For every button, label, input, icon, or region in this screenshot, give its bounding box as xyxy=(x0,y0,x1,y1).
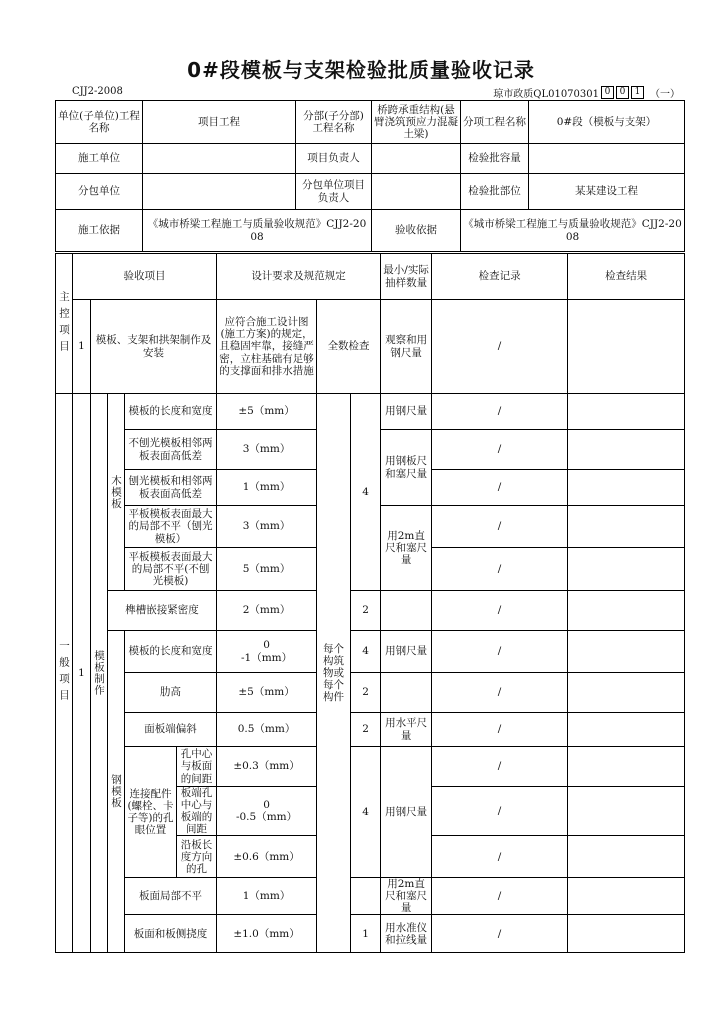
record-cell xyxy=(568,470,685,506)
record-cell xyxy=(568,548,685,591)
record-suffix: （一） xyxy=(650,89,680,100)
record-cell xyxy=(568,631,685,673)
location-value: 某某建设工程 xyxy=(529,174,685,210)
sample-cell: / xyxy=(432,631,568,673)
method-cell xyxy=(381,591,432,631)
sample-cell: / xyxy=(432,394,568,430)
record-cell xyxy=(568,747,685,787)
record-cell xyxy=(568,673,685,713)
count-cell: 2 xyxy=(351,591,381,631)
inspection-table xyxy=(55,253,685,953)
unit-value: 项目工程 xyxy=(143,101,296,144)
record-cell xyxy=(568,394,685,430)
spec-cell: ±5（mm） xyxy=(217,673,317,713)
sample-cell: / xyxy=(432,836,568,878)
sample-cell: / xyxy=(432,548,568,591)
spec-cell: ±1.0（mm） xyxy=(217,915,317,953)
standard-code: CJJ2-2008 xyxy=(72,86,123,97)
count-cell xyxy=(351,878,381,915)
table-row: 不刨光模板相邻两板表面高低差 xyxy=(125,430,217,470)
count-cell: 4 xyxy=(351,747,381,878)
count-cell: 4 xyxy=(351,631,381,673)
sample-cell: / xyxy=(432,787,568,836)
method-cell: 用水平尺量 xyxy=(381,713,432,747)
table-row: 板面局部不平 xyxy=(125,878,217,915)
record-code-prefix: 琼市政质QL01070301 xyxy=(493,89,599,100)
sub-pm-value xyxy=(372,174,461,210)
record-cell xyxy=(568,878,685,915)
spec-cell: 1（mm） xyxy=(217,470,317,506)
table-row: 板面和板侧挠度 xyxy=(125,915,217,953)
main-control-record xyxy=(568,300,685,394)
col-result-header: 检查结果 xyxy=(568,254,685,300)
col-spec-header: 设计要求及规范规定 xyxy=(217,254,381,300)
record-code xyxy=(493,85,680,100)
sample-cell: / xyxy=(432,591,568,631)
table-row: 孔中心与板面的间距 xyxy=(177,747,217,787)
sample-cell: / xyxy=(432,470,568,506)
contractor-value xyxy=(143,144,296,174)
subcontractor-label: 分包单位 xyxy=(56,174,143,210)
header-table xyxy=(55,100,685,252)
subitem-label: 分项工程名称 xyxy=(461,101,529,144)
spec-cell: 3（mm） xyxy=(217,506,317,548)
col-item-header: 验收项目 xyxy=(73,254,217,300)
spec-cell: 1（mm） xyxy=(217,878,317,915)
basis-value: 《城市桥梁工程施工与质量验收规范》CJJ2-2008 xyxy=(143,210,372,252)
sample-cell: / xyxy=(432,713,568,747)
method-cell: 用钢尺量 xyxy=(381,747,432,878)
part-value: 桥跨承重结构(悬臂浇筑预应力混凝土梁) xyxy=(372,101,461,144)
record-cell xyxy=(568,787,685,836)
spec-cell: 3（mm） xyxy=(217,430,317,470)
table-row: 榫槽嵌接紧密度 xyxy=(108,591,217,631)
record-cell xyxy=(568,713,685,747)
method-cell: 用水准仪和拉线量 xyxy=(381,915,432,953)
count-cell: 2 xyxy=(351,713,381,747)
col-sample-header: 最小/实际抽样数量 xyxy=(381,254,432,300)
record-cell xyxy=(568,591,685,631)
table-row: 刨光模板和相邻两板表面高低差 xyxy=(125,470,217,506)
main-control-label: 主控项目 xyxy=(56,254,73,394)
table-row: 模板的长度和宽度 xyxy=(125,631,217,673)
record-box-2: 0 xyxy=(616,86,629,99)
table-row: 肋高 xyxy=(125,673,217,713)
method-cell: 用钢板尺和塞尺量 xyxy=(381,430,432,506)
unit-label: 单位(子单位)工程名称 xyxy=(56,101,143,144)
steel-label: 钢模板 xyxy=(108,631,125,953)
spec-cell: ±5（mm） xyxy=(217,394,317,430)
capacity-label: 检验批容量 xyxy=(461,144,529,174)
record-cell xyxy=(568,506,685,548)
method-cell: 用2m直尺和塞尺量 xyxy=(381,878,432,915)
accept-basis-value: 《城市桥梁工程施工与质量验收规范》CJJ2-2008 xyxy=(461,210,685,252)
subitem-value: 0#段（模板与支架） xyxy=(529,101,685,144)
count-cell: 2 xyxy=(351,673,381,713)
method-cell xyxy=(381,673,432,713)
main-control-method: 观察和用钢尺量 xyxy=(381,300,432,394)
location-label: 检验批部位 xyxy=(461,174,529,210)
sample-cell: / xyxy=(432,747,568,787)
main-control-num: 1 xyxy=(73,300,91,394)
method-cell: 用2m直尺和塞尺量 xyxy=(381,506,432,591)
table-row: 模板的长度和宽度 xyxy=(125,394,217,430)
page-title: 0#段模板与支架检验批质量验收记录 xyxy=(187,58,535,82)
pm-label: 项目负责人 xyxy=(296,144,372,174)
spec-cell: 0 -0.5（mm） xyxy=(217,787,317,836)
method-cell: 用钢尺量 xyxy=(381,631,432,673)
spec-cell: 5（mm） xyxy=(217,548,317,591)
record-cell xyxy=(568,915,685,953)
spec-cell: 0.5（mm） xyxy=(217,713,317,747)
main-control-item: 模板、支架和拱架制作及安装 xyxy=(91,300,217,394)
general-frequency: 每个构筑物或每个构件 xyxy=(317,394,351,953)
sample-cell: / xyxy=(432,506,568,548)
sample-cell: / xyxy=(432,878,568,915)
sub-pm-label: 分包单位项目负责人 xyxy=(296,174,372,210)
record-cell xyxy=(568,430,685,470)
accept-basis-label: 验收依据 xyxy=(372,210,461,252)
connector-label: 连接配件(螺栓、卡子等)的孔眼位置 xyxy=(125,747,177,878)
sample-cell: / xyxy=(432,915,568,953)
wood-label: 木模板 xyxy=(108,394,125,591)
main-control-sample: / xyxy=(432,300,568,394)
basis-label: 施工依据 xyxy=(56,210,143,252)
col-record-header: 检查记录 xyxy=(432,254,568,300)
table-row: 平板模板表面最大的局部不平（刨光模板） xyxy=(125,506,217,548)
spec-cell: ±0.6（mm） xyxy=(217,836,317,878)
main-control-frequency: 全数检查 xyxy=(317,300,381,394)
capacity-value xyxy=(529,144,685,174)
count-cell: 4 xyxy=(351,394,381,591)
part-label: 分部(子分部)工程名称 xyxy=(296,101,372,144)
spec-cell: ±0.3（mm） xyxy=(217,747,317,787)
table-row: 板端孔中心与板端的间距 xyxy=(177,787,217,836)
sample-cell: / xyxy=(432,673,568,713)
table-row: 面板端偏斜 xyxy=(125,713,217,747)
method-cell: 用钢尺量 xyxy=(381,394,432,430)
contractor-label: 施工单位 xyxy=(56,144,143,174)
table-row: 沿板长度方向的孔 xyxy=(177,836,217,878)
general-label: 一般项目 xyxy=(56,394,73,953)
spec-cell: 2（mm） xyxy=(217,591,317,631)
record-box-1: 0 xyxy=(601,86,614,99)
main-control-spec: 应符合施工设计图(施工方案)的规定，且稳固牢靠，接缝严密，立柱基础有足够的支撑面和排水措施 xyxy=(217,300,317,394)
table-row: 平板模板表面最大的局部不平(不刨光模板) xyxy=(125,548,217,591)
general-num: 1 xyxy=(73,394,91,953)
record-cell xyxy=(568,836,685,878)
subcontractor-value xyxy=(143,174,296,210)
general-group: 模板制作 xyxy=(91,394,108,953)
record-box-3: 1 xyxy=(631,86,644,99)
spec-cell: 0 -1（mm） xyxy=(217,631,317,673)
sample-cell: / xyxy=(432,430,568,470)
pm-value xyxy=(372,144,461,174)
count-cell: 1 xyxy=(351,915,381,953)
